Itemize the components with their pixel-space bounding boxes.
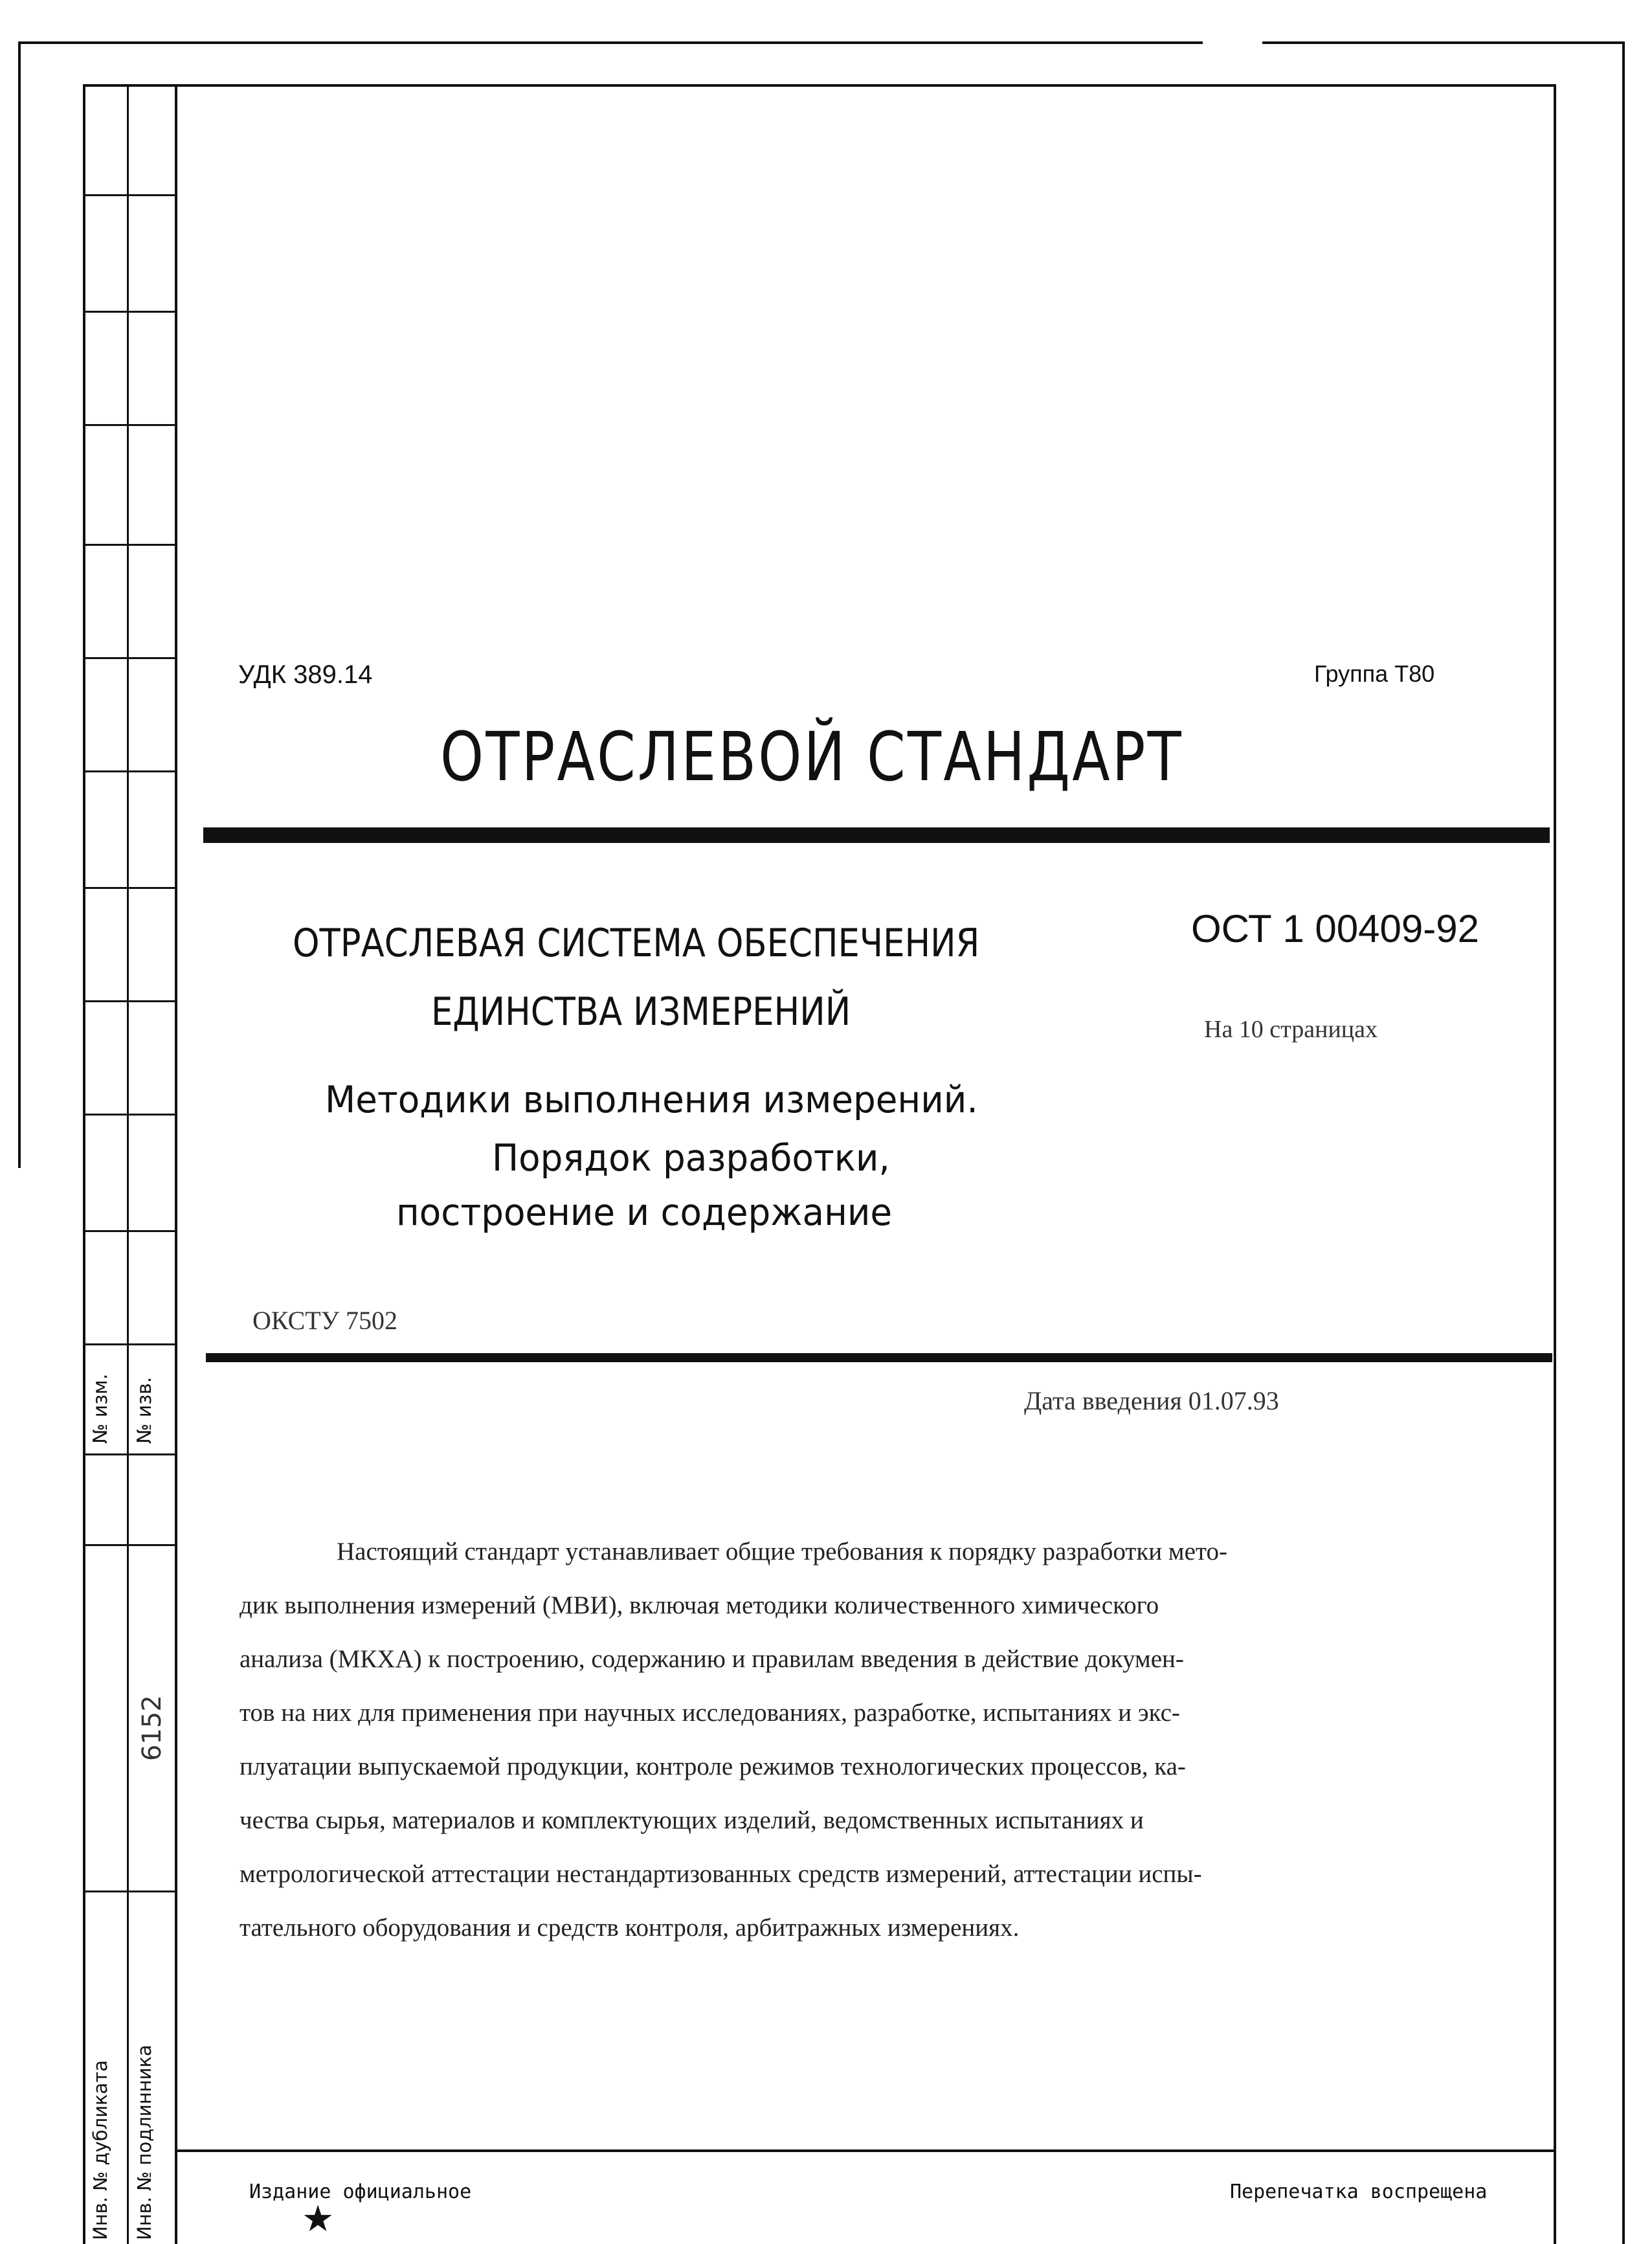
title-rule	[203, 827, 1550, 843]
body-line: плуатации выпускаемой продукции, контроле режимов технологических процессов, ка-	[240, 1753, 1186, 1780]
inner-right-border	[1554, 84, 1556, 2244]
body-line: метрологической аттестации нестандартизованных средств измерений, аттестации испы-	[240, 1860, 1202, 1888]
inner-top-border	[83, 84, 1556, 87]
body-line: Настоящий стандарт устанавливает общие требования к порядку разработки мето-	[337, 1538, 1227, 1565]
body-line: тательного оборудования и средств контроля, арбитражных измерениях.	[240, 1914, 1020, 1942]
stamp-inv-number: 6152	[137, 1695, 167, 1761]
official-edition: Издание официальное	[249, 2181, 472, 2203]
subtitle-line3: построение и содержание	[396, 1191, 893, 1234]
introduction-date: Дата введения 01.07.93	[1024, 1386, 1279, 1415]
star-icon: ★	[302, 2198, 335, 2240]
body-line: тов на них для применения при научных исследованиях, разработке, испытаниях и экс-	[240, 1699, 1180, 1727]
system-title-line1: ОТРАСЛЕВАЯ СИСТЕМА ОБЕСПЕЧЕНИЯ	[293, 921, 980, 966]
top-border-left	[18, 41, 1203, 44]
body-paragraph	[240, 1525, 1508, 1955]
reprint-prohibited: Перепечатка воспрещена	[1230, 2181, 1488, 2203]
system-title-line2: ЕДИНСТВА ИЗМЕРЕНИЙ	[431, 989, 851, 1035]
top-border-right	[1262, 41, 1625, 44]
outer-left-border	[18, 41, 21, 1168]
stamp-divider	[127, 84, 129, 2244]
subtitle-line2: Порядок разработки,	[492, 1137, 890, 1180]
stamp-dup-label: Инв. № дубликата	[89, 2060, 111, 2240]
body-line: анализа (МКХА) к построению, содержанию и правилам введения в действие докумен-	[240, 1645, 1184, 1673]
udk-code: УДК 389.14	[238, 660, 373, 689]
body-line: дик выполнения измерений (МВИ), включая методики количественного химического	[240, 1591, 1159, 1619]
stamp-izv-label: № изв.	[133, 1376, 156, 1444]
outer-right-border	[1622, 41, 1625, 2244]
subtitle-line1: Методики выполнения измерений.	[325, 1079, 978, 1121]
stamp-outer-left	[83, 84, 85, 2244]
group-code: Группа Т80	[1314, 660, 1435, 687]
ost-number: ОСТ 1 00409-92	[1191, 907, 1479, 950]
okstu-code: ОКСТУ 7502	[252, 1306, 398, 1335]
stamp-orig-label: Инв. № подлинника	[133, 2045, 155, 2240]
page-count: На 10 страницах	[1204, 1016, 1378, 1043]
body-line: чества сырья, материалов и комплектующих изделий, ведомственных испытаниях и	[240, 1806, 1144, 1834]
second-rule	[206, 1353, 1552, 1362]
main-title: ОТРАСЛЕВОЙ СТАНДАРТ	[440, 717, 1183, 796]
stamp-izm-label: № изм.	[89, 1373, 112, 1444]
footer-rule	[175, 2149, 1556, 2152]
inner-left-border	[175, 84, 177, 2244]
